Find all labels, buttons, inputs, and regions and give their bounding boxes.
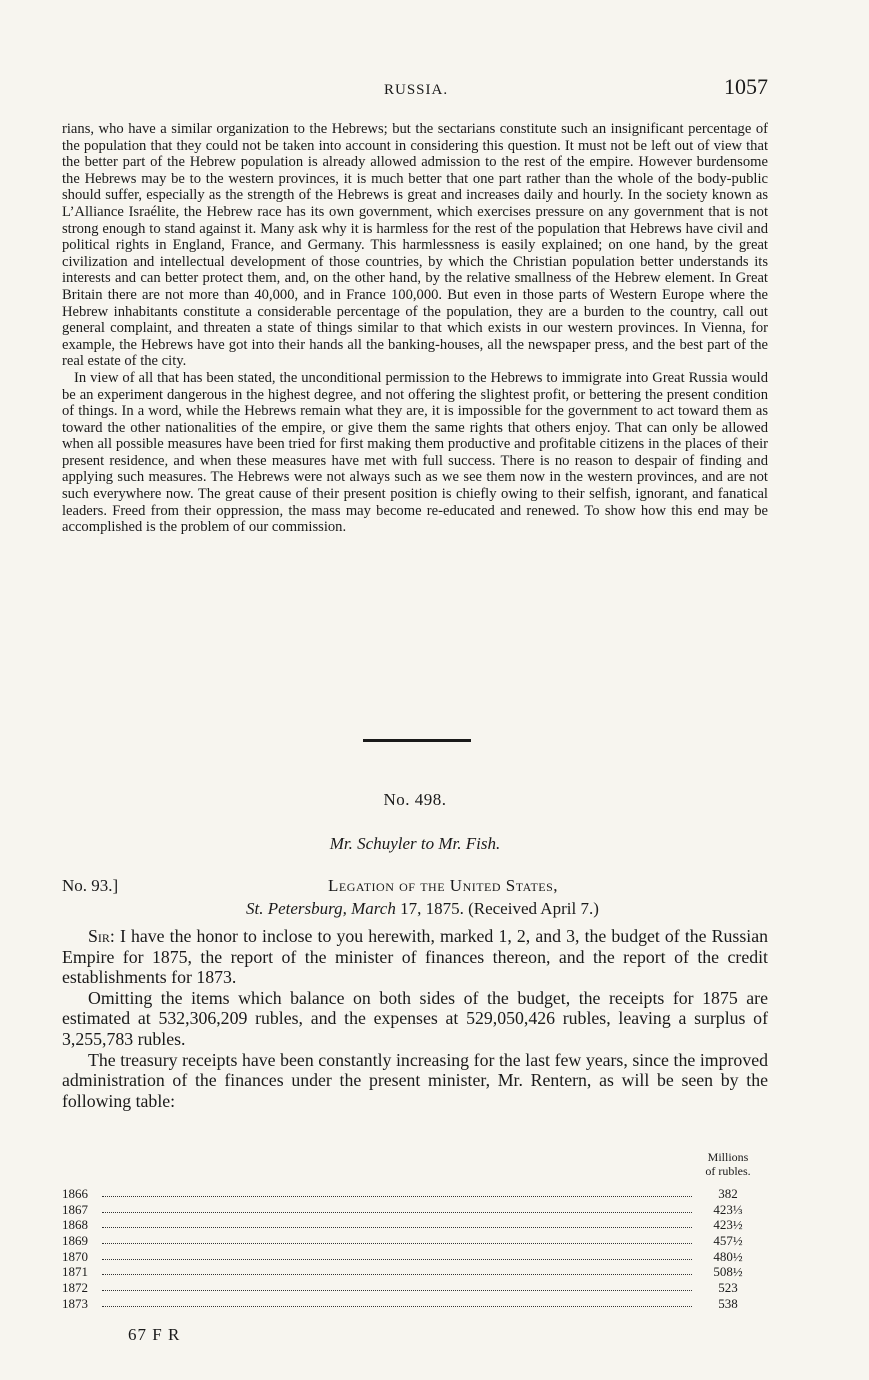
dateline-date: 17, 1875. (Received April 7.) <box>395 899 599 918</box>
paragraph: Omitting the items which balance on both sides of the budget, the receipts for 1875 are estimated at 532,306,209 rubles, and the expenses at 529,050,426 rubles, leaving a surplus of 3,255,783 rubles. <box>62 987 768 1049</box>
legation-heading: Legation of the United States, <box>328 876 559 895</box>
paragraph: rians, who have a similar organization to the Hebrews; but the sectarians constitute such an insignificant percentage of the population that they could not be taken into account in considering this question. It must not be left out of view that the better part of the Hebrew population is already allowed admission to the rest of the empire. However burdensome the Hebrews may be to the western provinces, it is much better that one part rather than the whole of the body-public should suffer, especially as the strength of the Hebrews is great and increases daily and hourly. In the society known as L’Alliance Israélite, the Hebrew race has its own government, which exercises pressure on any government that is not strong enough to stand against it. Many ask why it is harmless for the rest of the population that Hebrews have civil and political rights in England, France, and Germany. This harmlessness is easily explained; on one hand, by the great civilization and intellectual development of those countries, by which the Christian population better understands its interests and can better protect them, and, on the other hand, by the relative smallness of the Hebrew element. In Great Britain there are not more than 40,000, and in France 100,000. But even in those parts of Western Europe where the Hebrew inhabitants constitute a considerable percentage of the population, they are a burden to the country, call out general complaint, and threaten a state of things similar to that which exists in our western provinces. In Vienna, for example, the Hebrews have got into their hands all the banking-houses, all the newspaper press, and the best part of the real estate of the city. <box>62 121 768 370</box>
table-value: 457½ <box>713 1233 743 1249</box>
table-unit-header <box>688 1150 768 1178</box>
table-year: 1872 <box>62 1280 88 1296</box>
receipts-table <box>62 1186 768 1312</box>
table-value: 480½ <box>713 1248 743 1264</box>
table-row <box>62 1249 768 1265</box>
table-row <box>62 1202 768 1218</box>
dot-leader <box>102 1212 692 1213</box>
despatch-number: No. 93.] <box>62 876 119 895</box>
table-value: 508½ <box>713 1264 743 1280</box>
table-row <box>62 1264 768 1280</box>
paragraph: The treasury receipts have been constantly increasing for the last few years, since the improved administration of the finances under the present minister, Mr. Rentern, as will be seen by the following table: <box>62 1049 768 1111</box>
table-year: 1867 <box>62 1201 88 1217</box>
dateline <box>246 899 599 919</box>
table-value: 523 <box>718 1280 738 1296</box>
table-year: 1870 <box>62 1248 88 1264</box>
dateline-place: St. Petersburg, March <box>246 899 396 918</box>
letter-body <box>62 926 768 1111</box>
table-year: 1866 <box>62 1186 88 1201</box>
dot-leader <box>102 1306 692 1307</box>
table-value: 538 <box>718 1295 738 1311</box>
paragraph: In view of all that has been stated, the unconditional permission to the Hebrews to immigrate into Great Russia would be an experiment dangerous in the highest degree, and not offering the slightest profit, or bettering the present condition of things. In a word, while the Hebrews remain what they are, it is impossible for the government to act toward them as toward the other nationalities of the empire, or give them the same rights that others enjoy. That can only be allowed when all possible measures have been tried for first making them productive and profitable citizens in the places of their present residence, and when these measures have met with full success. There is no reason to despair of finding and applying such measures. The Hebrews were not always such as we see them now in the western provinces, and are not such everywhere now. The great cause of their present position is chiefly owing to their selfish, ignorant, and fanatical leaders. Freed from their oppression, the mass may become re-educated and renewed. To show how this end may be accomplished is the problem of our commission. <box>62 369 768 536</box>
table-year: 1869 <box>62 1233 88 1249</box>
table-value: 423⅓ <box>713 1201 743 1217</box>
table-value: 423½ <box>713 1217 743 1233</box>
dot-leader <box>102 1274 692 1275</box>
document-title: Mr. Schuyler to Mr. Fish. <box>329 834 501 853</box>
dot-leader <box>102 1259 692 1260</box>
section-divider <box>363 739 471 742</box>
continued-text <box>62 121 768 536</box>
running-head: RUSSIA. <box>384 82 449 98</box>
table-year: 1871 <box>62 1264 88 1280</box>
table-row <box>62 1217 768 1233</box>
table-value: 382 <box>718 1186 738 1201</box>
document-number: No. 498. <box>383 790 447 809</box>
unit-label: Millions <box>707 1150 749 1164</box>
dot-leader <box>102 1227 692 1228</box>
table-year: 1868 <box>62 1217 88 1233</box>
table-row <box>62 1280 768 1296</box>
dot-leader <box>102 1290 692 1291</box>
table-row <box>62 1296 768 1312</box>
table-row <box>62 1186 768 1202</box>
printer-signature: 67 F R <box>128 1325 181 1344</box>
page-number: 1057 <box>724 74 768 99</box>
table-row <box>62 1233 768 1249</box>
paragraph-text: : I have the honor to inclose to you herewith, marked 1, 2, and 3, the budget of the Russian Empire for 1875, the report of the minister of finances thereon, and the report of the credit establishments for 1873. <box>62 926 768 988</box>
dot-leader <box>102 1243 692 1244</box>
dot-leader <box>102 1196 692 1197</box>
document-page <box>62 0 768 1380</box>
unit-label: of rubles. <box>705 1164 751 1178</box>
page-header <box>62 74 768 104</box>
paragraph <box>62 926 768 988</box>
salutation: Sir <box>88 926 110 946</box>
table-year: 1873 <box>62 1295 88 1311</box>
